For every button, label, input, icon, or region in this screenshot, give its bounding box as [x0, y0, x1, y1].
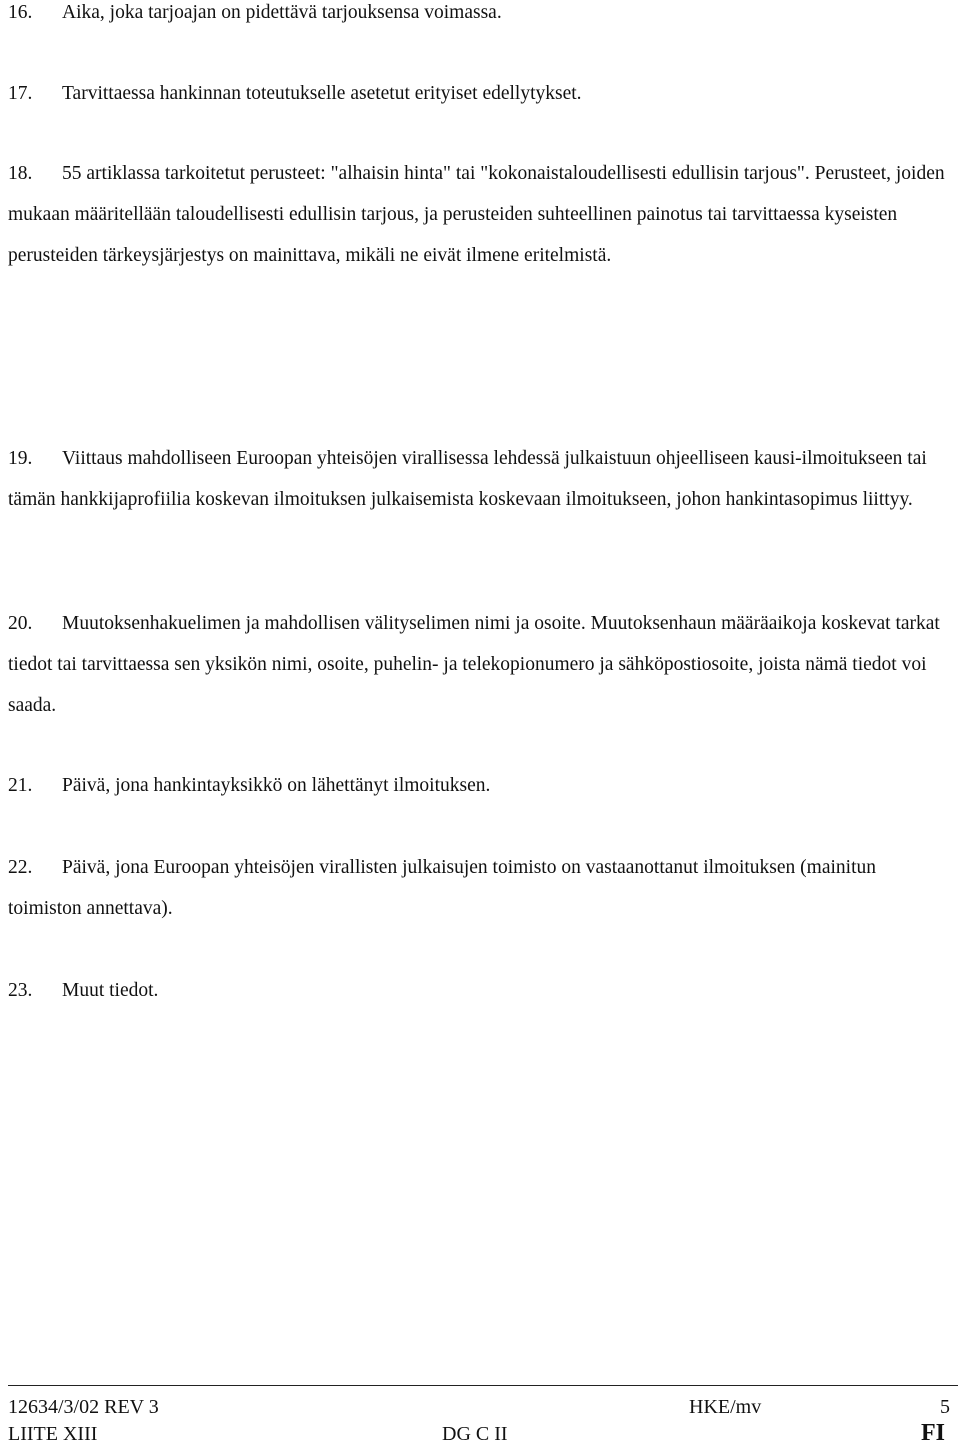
list-item: [8, 73, 953, 114]
item-text: Muut tiedot.: [62, 980, 159, 1001]
item-text: Tarvittaessa hankinnan toteutukselle asetetut erityiset edellytykset.: [62, 83, 582, 104]
footer-language-code: FI: [921, 1420, 945, 1446]
item-text: 55 artiklassa tarkoitetut perusteet: "alhaisin hinta" tai "kokonaistaloudellisesti edullisin tarjous". Perusteet, joiden mukaan määritellään taloudellisesti edullisin tarjous, ja perusteiden suhteellinen painotus tai tarvittaessa kyseisten perusteiden tärkeysjärjestys on mainittava, mikäli ne eivät ilmene eritelmistä.: [8, 163, 945, 266]
item-number: 22.: [8, 857, 33, 878]
list-item: [8, 0, 953, 33]
item-number: 19.: [8, 448, 33, 469]
item-number: 18.: [8, 163, 33, 184]
item-number: 20.: [8, 613, 33, 634]
item-text: Muutoksenhakuelimen ja mahdollisen välityselimen nimi ja osoite. Muutoksenhaun määräaikoja koskevat tarkat tiedot tai tarvittaessa sen yksikön nimi, osoite, puhelin- ja telekopionumero ja sähköpostiosoite, joista nämä tiedot voi saada.: [8, 613, 940, 716]
item-number: 16.: [8, 2, 33, 23]
footer-divider: [8, 1385, 958, 1386]
list-item: [8, 153, 953, 276]
list-item: [8, 765, 953, 806]
item-number: 17.: [8, 83, 33, 104]
footer-annex: LIITE XIII: [8, 1423, 98, 1445]
item-text: Päivä, jona Euroopan yhteisöjen virallisten julkaisujen toimisto on vastaanottanut ilmoituksen (mainitun toimiston annettava).: [8, 857, 876, 919]
item-text: Aika, joka tarjoajan on pidettävä tarjouksensa voimassa.: [62, 2, 502, 23]
footer-directorate: DG C II: [442, 1423, 508, 1445]
item-number: 21.: [8, 775, 33, 796]
list-item: [8, 847, 953, 929]
item-number: 23.: [8, 980, 33, 1001]
item-text: Viittaus mahdolliseen Euroopan yhteisöjen virallisessa lehdessä julkaistuun ohjeelliseen kausi-ilmoitukseen tai tämän hankkijaprofiilia koskevan ilmoituksen julkaisemista koskevaan ilmoitukseen, johon hankintasopimus liittyy.: [8, 448, 927, 510]
list-item: [8, 970, 953, 1011]
footer-initials: HKE/mv: [689, 1396, 762, 1418]
item-text: Päivä, jona hankintayksikkö on lähettänyt ilmoituksen.: [62, 775, 491, 796]
footer-page-number: 5: [940, 1396, 950, 1418]
footer-doc-ref: 12634/3/02 REV 3: [8, 1396, 159, 1418]
list-item: [8, 438, 953, 520]
list-item: [8, 603, 953, 726]
